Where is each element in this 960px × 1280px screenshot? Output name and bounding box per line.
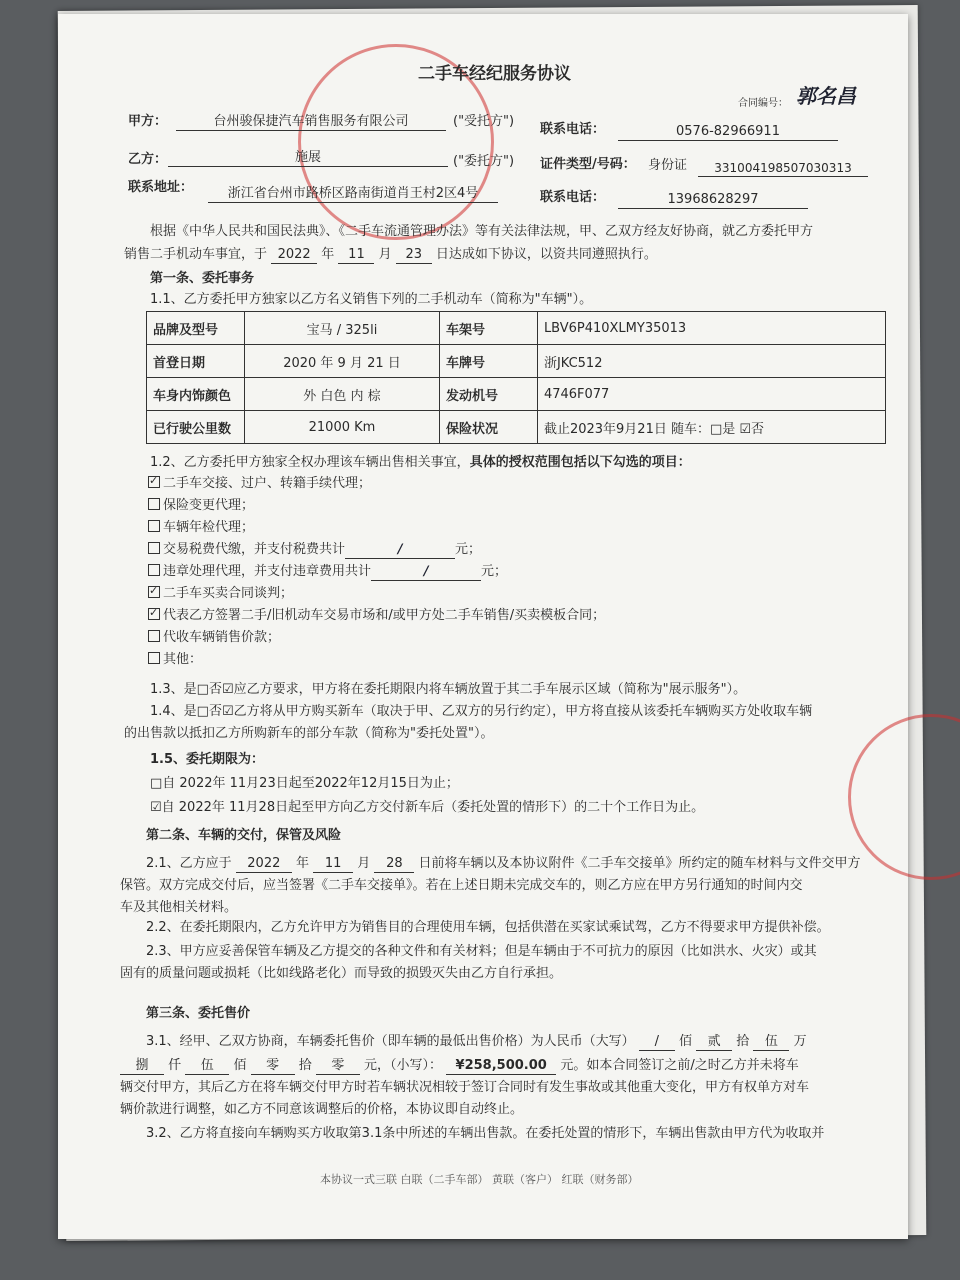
page-title: 二手车经纪服务协议: [418, 64, 571, 84]
price-amount: ¥258,500.00: [446, 1058, 556, 1075]
checkbox-icon: [148, 498, 160, 510]
clause-3-1-a: [146, 1034, 807, 1051]
intro-day: 23: [396, 247, 432, 264]
reg-date-value: 2020 年 9 月 21 日: [245, 345, 440, 378]
authorization-option: [148, 476, 371, 492]
vin-value: LBV6P410XLMY35013: [537, 312, 885, 345]
party-a-value: 台州骏保捷汽车销售服务有限公司: [176, 114, 446, 131]
price-unit-bai: 佰: [678, 1034, 692, 1049]
clause-2-3-a: 2.3、甲方应妥善保管车辆及乙方提交的各种文件和有关材料；但是车辆由于不可抗力的原因（比如洪水、火灾）或其: [146, 944, 817, 959]
phone-a-label: 联系电话：: [540, 122, 606, 137]
authorization-option: [148, 564, 507, 581]
intro-text-b: 日达成如下协议，以资共同遵照执行。: [435, 247, 657, 262]
option-text: 二手车买卖合同谈判；: [163, 586, 294, 601]
clause-2-1-month: 11: [313, 856, 353, 873]
clause-1-2-text: 1.2、乙方委托甲方独家全权办理该车辆出售相关事宜，: [150, 455, 470, 470]
option-tail: 元；: [455, 542, 482, 557]
contract-no-signature: 郭名昌: [796, 84, 856, 108]
contract-no-label: 合同编号：: [738, 98, 788, 109]
intro-month: 11: [338, 247, 374, 264]
blank-slash: /: [345, 542, 455, 559]
authorization-option: [148, 630, 280, 646]
clause-2-1-year: 2022: [236, 856, 292, 873]
clause-1-4-b: 的出售款以抵扣乙方所购新车的部分车款（简称为"委托处置"）。: [124, 726, 494, 741]
price-unit-shi2: 拾: [298, 1058, 312, 1073]
clause-3-1-text: 3.1、经甲、乙双方协商，车辆委托售价（即车辆的最低出售价格）为人民币（大写）: [146, 1034, 635, 1049]
plate-key: 车牌号: [439, 345, 537, 378]
vehicle-info-table: [146, 311, 886, 444]
reg-date-key: 首登日期: [147, 345, 245, 378]
checkbox-icon: [148, 520, 160, 532]
price-digit-3: 伍: [753, 1034, 789, 1051]
mileage-key: 已行驶公里数: [147, 411, 245, 444]
checkbox-icon: [148, 564, 160, 576]
blank-slash: /: [371, 564, 481, 581]
party-a-label: 甲方：: [128, 114, 168, 129]
checked-checkbox-icon: [148, 476, 160, 488]
clause-1-2: [150, 455, 691, 471]
insurance-key: 保险状况: [439, 411, 537, 444]
clause-2-1-a: 2.1、乙方应于 2022 年 11 月 28 日前将车辆以及本协议附件《二手车交接单》所约定的随车材料与文件交甲方: [146, 856, 861, 871]
option-text: 交易税费代缴，并支付税费共计: [163, 542, 346, 557]
id-value: 331004198507030313: [698, 160, 868, 177]
price-digit-7: 零: [316, 1058, 360, 1075]
intro-line-1: 根据《中华人民共和国民法典》、《二手车流通管理办法》等有关法律法规，甲、乙双方经友好协商，就乙方委托甲方: [150, 224, 814, 239]
id-label: 证件类型/号码：: [540, 157, 636, 172]
clause-1-2-bold: 具体的授权范围包括以下勾选的项目：: [469, 455, 691, 470]
price-digit-6: 零: [251, 1058, 295, 1075]
authorization-option: [148, 542, 481, 559]
intro-text-a: 销售二手机动车事宜，于: [124, 247, 268, 262]
checkbox-icon: [148, 542, 160, 554]
intro-line-2: [124, 247, 657, 264]
clause-2-1-day: 28: [374, 856, 414, 873]
option-text: 违章处理代理，并支付违章费用共计: [163, 564, 372, 579]
clause-3-1-c: 辆交付甲方，其后乙方在将车辆交付甲方时若车辆状况相较于签订合同时有发生事故或其他重大变化，甲方有权单方对车: [120, 1080, 810, 1095]
phone-a-value: 0576-82966911: [618, 124, 838, 141]
price-digit-2: 贰: [696, 1034, 732, 1051]
price-unit-shi: 拾: [736, 1034, 750, 1049]
plate-value: 浙JKC512: [537, 345, 885, 378]
id-type: 身份证: [648, 158, 688, 173]
clause-3-2: 3.2、乙方将直接向车辆购买方收取第3.1条中所述的车辆出售款。在委托处置的情形下，车辆出售款由甲方代为收取并: [146, 1126, 825, 1141]
option-text: 二手车交接、过户、转籍手续代理；: [163, 476, 372, 491]
intro-month-unit: 月: [378, 247, 392, 262]
clause-3-1-b: [120, 1058, 799, 1075]
checked-checkbox-icon: [148, 608, 160, 620]
clause-1-4-a: 1.4、是□否☑乙方将从甲方购买新车（取决于甲、乙双方的另行约定），甲方将直接从该委托车辆购买方处收取车辆: [150, 704, 813, 719]
engine-key: 发动机号: [439, 378, 537, 411]
checked-checkbox-icon: [148, 586, 160, 598]
checkbox-icon: [148, 630, 160, 642]
option-text: 保险变更代理；: [163, 498, 255, 513]
clause-2-1-c: 保管。双方完成交付后，应当签署《二手车交接单》。若在上述日期未完成交车的，则乙方应在甲方另行通知的时间内交: [120, 878, 803, 893]
clause-2-2: 2.2、在委托期限内，乙方允许甲方为销售目的合理使用车辆，包括供潜在买家试乘试驾，乙方不得要求甲方提供补偿。: [146, 920, 830, 935]
section-3-heading: 第三条、委托售价: [146, 1006, 251, 1021]
party-b-label: 乙方：: [128, 152, 168, 167]
color-value: 外 白色 内 棕: [245, 378, 440, 411]
footer-note: 本协议一式三联 白联（二手车部） 黄联（客户） 红联（财务部）: [320, 1173, 639, 1186]
mileage-value: 21000 Km: [245, 411, 440, 444]
price-unit-qian: 仟: [168, 1058, 182, 1073]
price-digit-5: 伍: [185, 1058, 229, 1075]
section-2-heading: 第二条、车辆的交付，保管及风险: [146, 828, 342, 843]
option-text: 其他：: [163, 652, 203, 667]
party-b-value: 施展: [168, 150, 448, 167]
brand-key: 品牌及型号: [147, 312, 245, 345]
clause-2-3-b: 固有的质量问题或损耗（比如线路老化）而导致的损毁灭失由乙方自行承担。: [120, 966, 563, 981]
period-option-1: □自 2022年 11月23日起至2022年12月15日为止；: [150, 776, 459, 791]
authorization-option: [148, 652, 202, 668]
color-key: 车身内饰颜色: [147, 378, 245, 411]
option-text: 车辆年检代理；: [163, 520, 255, 535]
company-seal-right: [848, 714, 960, 880]
clause-3-1-d: 辆价款进行调整，如乙方不同意该调整后的价格，本协议即自动终止。: [120, 1102, 524, 1117]
clause-1-5: 1.5、委托期限为：: [150, 752, 265, 767]
checkbox-icon: [148, 652, 160, 664]
authorization-option: [148, 520, 254, 536]
price-unit-yuan: 元，（小写）：: [364, 1058, 443, 1073]
option-tail: 元；: [481, 564, 508, 579]
engine-value: 4746F077: [537, 378, 885, 411]
authorization-option: [148, 498, 254, 514]
authorization-option: [148, 608, 605, 624]
option-text: 代收车辆销售价款；: [163, 630, 281, 645]
brand-value: 宝马 / 325li: [245, 312, 440, 345]
authorization-option: [148, 586, 293, 602]
phone-b-value: 13968628297: [618, 192, 808, 209]
price-digit-4: 捌: [120, 1058, 164, 1075]
address-label: 联系地址：: [128, 180, 194, 195]
clause-1-1: 1.1、乙方委托甲方独家以乙方名义销售下列的二手机动车（简称为"车辆"）。: [150, 292, 593, 307]
insurance-value: 截止2023年9月21日 随车：□是 ☑否: [537, 411, 885, 444]
clause-2-1-text-a: 2.1、乙方应于: [146, 856, 232, 871]
party-a-role: ("受托方"): [453, 114, 515, 129]
option-text: 代表乙方签署二手/旧机动车交易市场和/或甲方处二手车销售/买卖模板合同；: [163, 608, 606, 623]
clause-2-1-d: 车及其他相关材料。: [120, 900, 238, 915]
clause-3-1-tail: 元。如本合同签订之前/之时乙方并未将车: [560, 1058, 799, 1073]
party-b-role: ("委托方"): [453, 154, 515, 169]
intro-year: 2022: [271, 247, 317, 264]
section-1-heading: 第一条、委托事务: [150, 271, 255, 286]
price-unit-wan: 万: [793, 1034, 807, 1049]
period-option-2: ☑自 2022年 11月28日起至甲方向乙方交付新车后（委托处置的情形下）的二十个工作日为止。: [150, 800, 705, 815]
clause-2-1-text-b: 日前将车辆以及本协议附件《二手车交接单》所约定的随车材料与文件交甲方: [418, 856, 861, 871]
price-unit-bai2: 佰: [233, 1058, 247, 1073]
phone-b-label: 联系电话：: [540, 190, 606, 205]
intro-year-unit: 年: [321, 247, 335, 262]
document-page: [58, 14, 908, 1239]
price-digit-1: /: [639, 1034, 675, 1051]
vin-key: 车架号: [439, 312, 537, 345]
address-value: 浙江省台州市路桥区路南街道肖王村2区4号: [208, 186, 498, 203]
clause-1-3: 1.3、是□否☑应乙方要求，甲方将在委托期限内将车辆放置于其二手车展示区域（简称为"展示服务"）。: [150, 682, 747, 697]
